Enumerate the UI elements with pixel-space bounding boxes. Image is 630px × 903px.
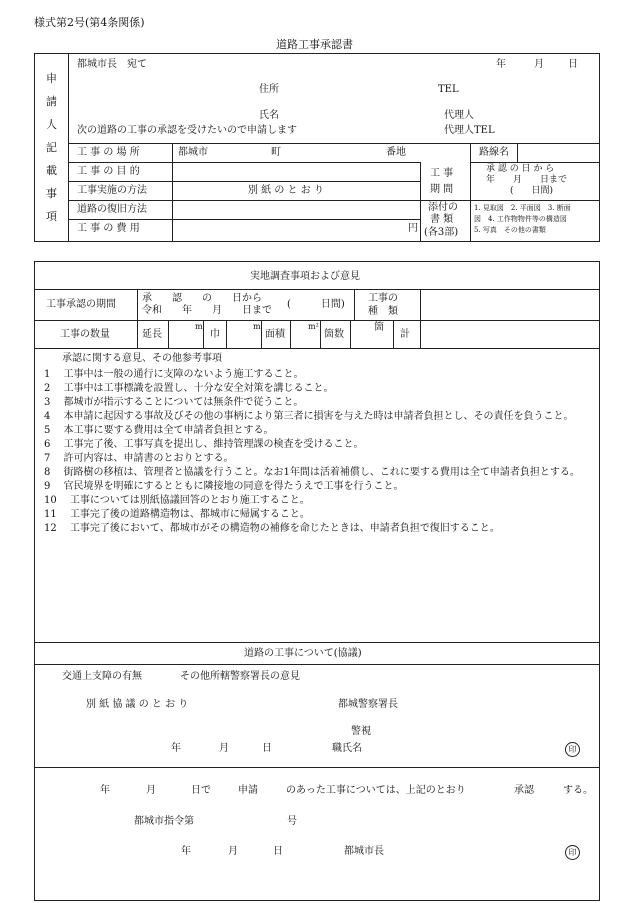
consult-title: 道路の工事について(協議) (244, 648, 362, 659)
police-chief: 都城警察署長 (338, 699, 398, 710)
cost-label: 工 事 の 費 用 (77, 223, 140, 234)
attach-line-2: 図 4. 工作物物件等の構造図 (474, 215, 567, 223)
area-label: 面積 (265, 329, 285, 340)
list-item: 3 都城市が指示することについては無条件で従うこと。 (44, 397, 304, 408)
approval-year: 年 (100, 785, 110, 796)
police-opinion-label: その他所轄警察署長の意見 (180, 671, 300, 682)
tel-label: TEL (438, 84, 459, 95)
consult-month: 月 (219, 743, 229, 754)
decision-day: 日 (273, 846, 283, 857)
period-label-1: 工 事 (430, 168, 454, 179)
period-line-2: 年 月 日まで (486, 175, 568, 185)
survey-period-line-1: 承 認 の 日から (142, 293, 262, 304)
area-unit: m² (308, 322, 319, 331)
kind-label-1: 工事の (368, 293, 398, 304)
police-rank: 警視 (351, 726, 371, 737)
period-line-1: 承 認 の 日 か ら (486, 164, 555, 174)
consult-year: 年 (171, 743, 181, 754)
designation-number: 号 (287, 816, 297, 827)
date-year-label: 年 (496, 59, 506, 70)
attach-line-1: 1. 見取図 2. 平面図 3. 断面 (474, 204, 571, 212)
count-label: 箇数 (324, 329, 344, 340)
designation-label: 都城市指令第 (134, 816, 194, 827)
kind-label-2: 種 類 (368, 306, 398, 317)
quantity-label: 工事の数量 (60, 329, 110, 340)
list-item: 2 工事中は工事標識を設置し、十分な安全対策を講じること。 (44, 383, 334, 394)
route-label: 路線名 (479, 147, 509, 158)
address-label: 住所 (259, 84, 279, 95)
approval-day: 日で (191, 785, 211, 796)
list-item: 1 工事中は一般の通行に支障のないよう施工すること。 (44, 369, 304, 380)
list-item: 12 工事完了後において、都城市がその構造物の補修を命じたときは、申請者負担で復旧すること。 (44, 523, 500, 534)
notes-list (44, 368, 592, 536)
decision-month: 月 (228, 846, 238, 857)
seal-icon: 印 (565, 845, 580, 860)
approval-applied: 申請 (238, 785, 258, 796)
agent-tel-label: 代理人TEL (444, 125, 495, 136)
traffic-label: 交通上支障の有無 (62, 671, 142, 682)
method-value: 別 紙 の と お り (248, 185, 324, 196)
period-label-2: 期 間 (430, 184, 454, 195)
agent-label: 代理人 (444, 110, 474, 121)
list-item: 5 本工事に要する費用は全て申請者負担とする。 (44, 425, 274, 436)
location-town: 町 (271, 147, 281, 158)
approval-suru: する。 (563, 785, 593, 796)
addressee: 都城市長 宛て (77, 59, 147, 70)
approval-text: のあった工事については、上記のとおり (286, 785, 466, 796)
consult-as-per: 別 紙 協 議 の と お り (86, 699, 189, 710)
list-item: 6 工事完了後、工事写真を提出し、維持管理課の検査を受けること。 (44, 439, 364, 450)
survey-title: 実地調査事項および意見 (250, 271, 360, 282)
list-item: 8 街路樹の移植は、管理者と協議を行うこと。なお1年間は活着補償し、これに要する費用は全て申請者負担とする。 (44, 467, 580, 478)
yen-label: 円 (408, 223, 418, 234)
location-city: 都城市 (178, 147, 208, 158)
seal-icon: 印 (565, 742, 580, 757)
attach-label-3: (各3部) (424, 227, 459, 238)
name-label: 氏名 (259, 110, 279, 121)
attach-label-2: 書 類 (430, 214, 454, 225)
survey-period-label: 工事承認の期間 (46, 299, 116, 310)
attach-label-1: 添付の (428, 202, 458, 213)
officer-name-label: 職氏名 (332, 743, 362, 754)
request-text: 次の道路の工事の承認を受けたいので申請します (77, 125, 297, 136)
list-item: 4 本申請に起因する事故及びその他の事柄により第三者に損害を与えた時は申請者負担とし、その責任を負うこと。 (44, 411, 574, 422)
consult-day: 日 (262, 743, 272, 754)
list-item: 11 工事完了後の道路構造物は、都城市に帰属すること。 (44, 509, 310, 520)
list-item: 7 許可内容は、申請書のとおりとする。 (44, 453, 234, 464)
width-label: 巾 (210, 329, 220, 340)
date-month-label: 月 (534, 59, 544, 70)
list-item: 9 官民境界を明確にするとともに隣接地の同意を得たうえで工事を行うこと。 (44, 481, 404, 492)
notes-heading: 承認に関する意見、その他参考事項 (62, 353, 222, 364)
restore-label: 道路の復旧方法 (77, 204, 147, 215)
length-label: 延長 (142, 329, 162, 340)
width-unit: m (253, 322, 261, 331)
length-unit: m (195, 322, 203, 331)
method-label: 工事実施の方法 (77, 185, 147, 196)
total-label: 計 (400, 329, 410, 340)
location-label: 工 事 の 場 所 (77, 147, 140, 158)
list-item: 10 工事については別紙協議回答のとおり施工すること。 (44, 495, 310, 506)
survey-period-line-2: 令和 年 月 日まで (142, 305, 272, 316)
date-day-label: 日 (568, 59, 578, 70)
purpose-label: 工 事 の 目 的 (77, 166, 140, 177)
location-banchi: 番地 (386, 147, 406, 158)
attach-line-3: 5. 写真 その他の書類 (474, 226, 546, 234)
count-unit: 箇 (374, 322, 384, 333)
approval-approve: 承認 (514, 785, 534, 796)
form-number: 様式第2号(第4条関係) (34, 16, 145, 29)
period-line-3: ( 日間) (510, 186, 554, 196)
approval-month: 月 (146, 785, 156, 796)
mayor-label: 都城市長 (344, 846, 384, 857)
survey-period-days: ( 日間) (287, 299, 345, 310)
decision-year: 年 (181, 846, 191, 857)
page-title: 道路工事承認書 (276, 38, 353, 51)
